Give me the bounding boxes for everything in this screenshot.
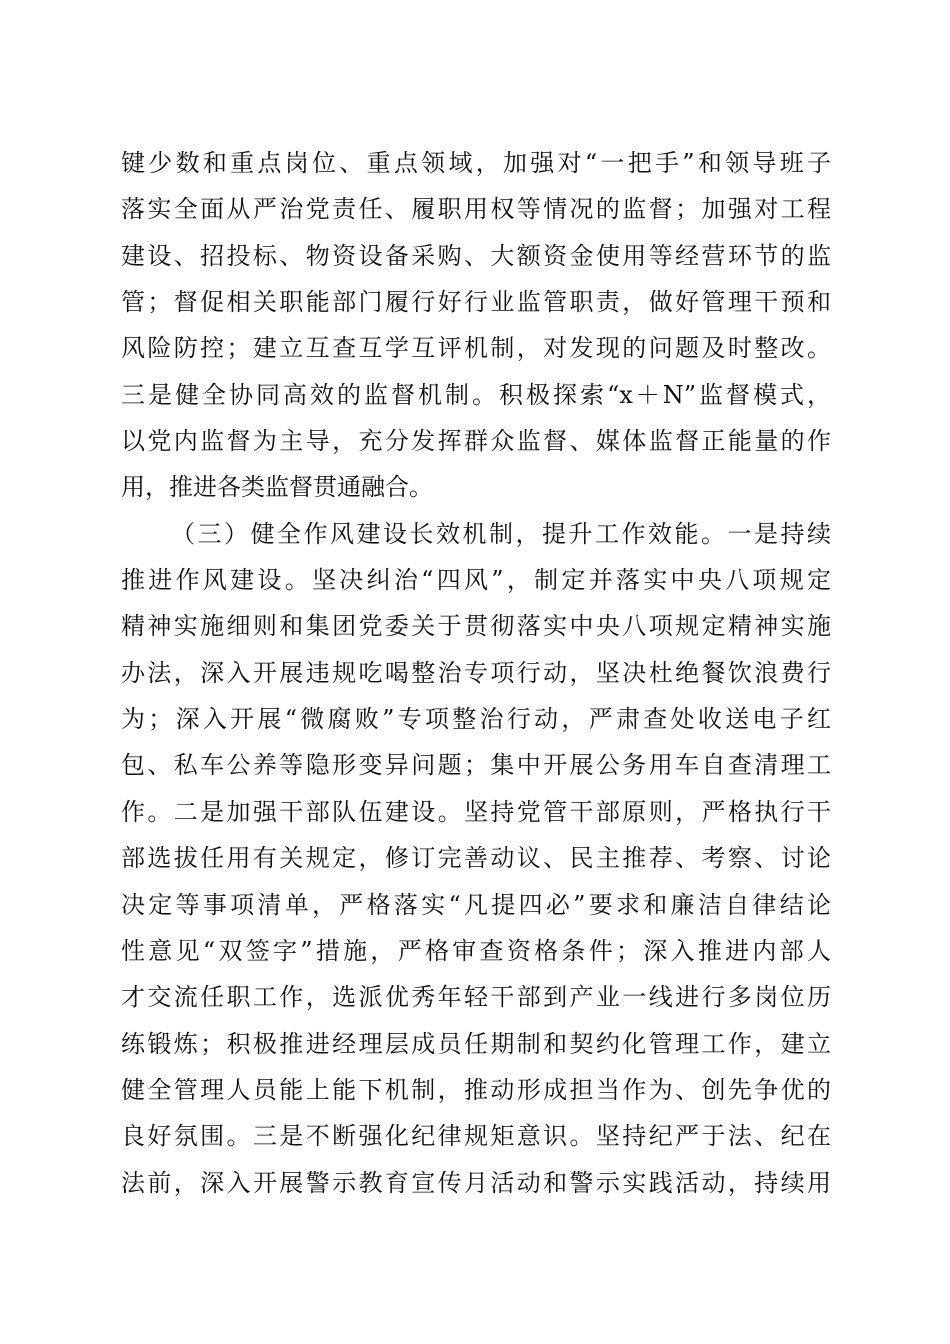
section-heading-line: （三）健全作风建设长效机制，提升工作效能。一是持续: [171, 519, 831, 548]
text-line: 法前，深入开展警示教育宣传月活动和警示实践活动，持续用: [121, 1168, 831, 1197]
text-line: 包、私车公养等隐形变异问题；集中开展公务用车自查清理工: [121, 751, 831, 780]
text-line: 管；督促相关职能部门履行好行业监管职责，做好管理干预和: [121, 288, 831, 317]
text-line: 性意见“双签字”措施，严格审查资格条件；深入推进内部人: [121, 936, 831, 965]
text-line: 风险防控；建立互查互学互评机制，对发现的问题及时整改。: [121, 334, 831, 363]
text-line: 部选拔任用有关规定，修订完善动议、民主推荐、考察、讨论: [121, 844, 831, 873]
text-line: 落实全面从严治党责任、履职用权等情况的监督；加强对工程: [121, 195, 831, 224]
text-line: 键少数和重点岗位、重点领域，加强对“一把手”和领导班子: [121, 149, 831, 177]
text-line: 用，推进各类监督贯通融合。: [121, 473, 433, 502]
text-line: 练锻炼；积极推进经理层成员任期制和契约化管理工作，建立: [121, 1029, 831, 1058]
text-line: 推进作风建设。坚决纠治“四风”，制定并落实中央八项规定: [121, 566, 831, 595]
text-line: 三是健全协同高效的监督机制。积极探索“x＋N”监督模式，: [121, 380, 831, 409]
paragraph-supervision: [121, 140, 831, 511]
paragraph-work-style: [121, 511, 831, 1206]
text-line: 以党内监督为主导，充分发挥群众监督、媒体监督正能量的作: [121, 427, 831, 456]
text-line: 为；深入开展“微腐败”专项整治行动，严肃查处收送电子红: [121, 705, 831, 734]
text-line: 健全管理人员能上能下机制，推动形成担当作为、创先争优的: [121, 1075, 831, 1104]
text-line: 精神实施细则和集团党委关于贯彻落实中央八项规定精神实施: [121, 612, 831, 641]
document-body: [121, 140, 831, 1206]
text-line: 办法，深入开展违规吃喝整治专项行动，坚决杜绝餐饮浪费行: [121, 658, 831, 687]
text-line: 作。二是加强干部队伍建设。坚持党管干部原则，严格执行干: [121, 797, 831, 826]
text-line: 良好氛围。三是不断强化纪律规矩意识。坚持纪严于法、纪在: [121, 1122, 831, 1151]
text-line: 决定等事项清单，严格落实“凡提四必”要求和廉洁自律结论: [121, 890, 831, 919]
text-line: 建设、招投标、物资设备采购、大额资金使用等经营环节的监: [121, 241, 831, 270]
text-line: 才交流任职工作，选派优秀年轻干部到产业一线进行多岗位历: [121, 983, 831, 1012]
